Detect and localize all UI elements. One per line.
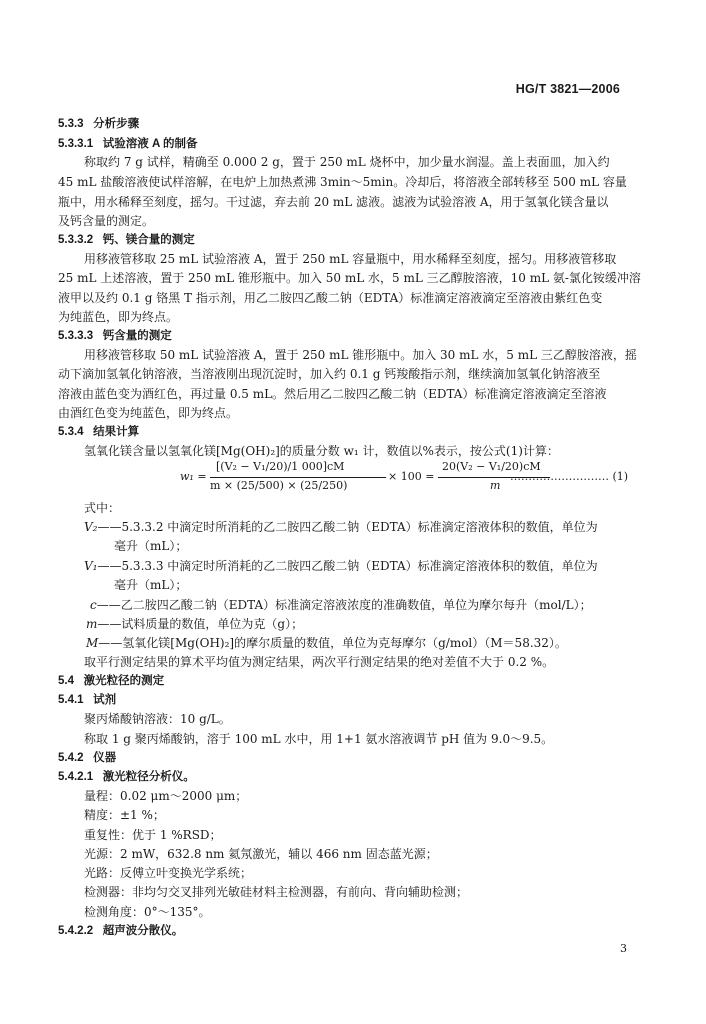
variable-definition-cont: 毫升（mL）； — [114, 578, 188, 592]
formula-middle: × 100 = — [388, 470, 435, 483]
spec-line: 精度：±1 %； — [84, 808, 165, 822]
formula-intro: 氢氧化镁含量以氢氧化镁[Mg(OH)₂]的质量分数 w₁ 计，数值以%表示，按公式(1)计算： — [84, 444, 559, 458]
variable-description: ——乙二胺四乙酸二钠（EDTA）标准滴定溶液浓度的准确数值，单位为摩尔每升（mol/L）； — [96, 598, 592, 612]
variable-definition — [84, 519, 598, 535]
section-heading — [58, 673, 164, 689]
variable-definition — [90, 597, 592, 613]
paragraph-line: 45 mL 盐酸溶液使试样溶解，在电炉上加热煮沸 3min～5min。冷却后，将溶液全部转移至 500 mL 容量 — [58, 175, 627, 189]
section-number: 5.3.3.3 — [58, 330, 94, 342]
paragraph-line: 为纯蓝色，即为终点。 — [58, 310, 179, 324]
paragraph-line: 用移液管移取 25 mL 试验溶液 A，置于 250 mL 容量瓶中，用水稀释至刻度，摇匀。用移液管移取 — [84, 252, 617, 266]
formula-equation-number: ……………………… (1) — [510, 470, 629, 483]
variable-symbol: m — [86, 617, 98, 631]
variable-symbol: V₂ — [84, 520, 98, 534]
variable-definition — [86, 635, 567, 651]
formula-denominator-1: m × (25/500) × (25/250) — [210, 479, 348, 492]
paragraph-line: 称取 1 g 聚丙烯酸钠，溶于 100 mL 水中，用 1+1 氨水溶液调节 pH 值为 9.0～9.5。 — [84, 732, 554, 746]
variable-description: ——5.3.3.2 中滴定时所消耗的乙二胺四乙酸二钠（EDTA）标准滴定溶液体积的数值，单位为 — [97, 520, 598, 534]
paragraph-line: 由酒红色变为纯蓝色，即为终点。 — [58, 406, 239, 420]
section-title: 试剂 — [93, 694, 117, 706]
section-title: 试验溶液 A 的制备 — [102, 138, 198, 150]
section-title: 激光粒径分析仪。 — [102, 771, 195, 783]
variable-description: ——氢氧化镁[Mg(OH)₂]的摩尔质量的数值，单位为克每摩尔（g/mol）（M＝58.32）。 — [98, 636, 567, 650]
paragraph-line: 溶液由蓝色变为酒红色，再过量 0.5 mL。然后用乙二胺四乙酸二钠（EDTA）标准滴定溶液滴定至溶液 — [58, 387, 607, 401]
paragraph-line: 液甲以及约 0.1 g 铬黑 T 指示剂，用乙二胺四乙酸二钠（EDTA）标准滴定溶液滴定至溶液由紫红色变 — [58, 291, 603, 305]
section-title: 钙含量的测定 — [102, 330, 172, 342]
paragraph-line: 及钙含量的测定。 — [58, 214, 155, 228]
section-heading — [58, 328, 172, 344]
formula-denominator-2: m — [490, 479, 501, 492]
spec-line: 重复性：优于 1 %RSD； — [84, 828, 222, 842]
section-number: 5.3.3 — [58, 118, 84, 130]
section-number: 5.4.2.1 — [58, 771, 94, 783]
standard-code-header: HG/T 3821—2006 — [515, 82, 620, 96]
formula-numerator-2: 20(V₂ − V₁/20)cM — [442, 460, 541, 473]
section-heading — [58, 116, 139, 132]
variable-description: ——5.3.3.3 中滴定时所消耗的乙二胺四乙酸二钠（EDTA）标准滴定溶液体积的数值，单位为 — [97, 559, 598, 573]
section-number: 5.4.2.2 — [58, 925, 94, 937]
spec-line: 光源：2 mW，632.8 nm 氦氖激光，辅以 466 nm 固态蓝光源； — [84, 847, 438, 861]
formula-numerator-1: [(V₂ − V₁/20)/1 000]cM — [216, 460, 345, 473]
section-number: 5.4.1 — [58, 694, 84, 706]
spec-line: 光路：反傅立叶变换光学系统； — [84, 866, 253, 880]
section-title: 超声波分散仪。 — [102, 925, 184, 937]
paragraph-line: 称取约 7 g 试样，精确至 0.000 2 g，置于 250 mL 烧杯中，加少量水润湿。盖上表面皿，加入约 — [84, 155, 610, 169]
section-heading — [58, 424, 139, 440]
page-number: 3 — [620, 942, 627, 955]
fraction-bar — [210, 477, 386, 478]
where-label: 式中： — [84, 501, 121, 515]
section-heading — [58, 769, 195, 785]
section-heading — [58, 692, 116, 708]
spec-line: 检测器：非均匀交叉排列光敏硅材料主检测器，有前向、背向辅助检测； — [84, 885, 469, 899]
section-title: 钙、镁合量的测定 — [102, 234, 195, 246]
formula-lhs: w₁ = — [180, 470, 207, 483]
section-heading — [58, 136, 198, 152]
section-heading — [58, 750, 116, 766]
section-title: 结果计算 — [93, 426, 140, 438]
variable-description: ——试料质量的数值，单位为克（g）； — [97, 617, 304, 631]
section-number: 5.3.3.1 — [58, 138, 94, 150]
conclusion-text: 取平行测定结果的算术平均值为测定结果，两次平行测定结果的绝对差值不大于 0.2 %。 — [84, 655, 555, 669]
section-number: 5.3.3.2 — [58, 234, 94, 246]
variable-definition-cont: 毫升（mL）； — [114, 539, 188, 553]
variable-definition — [84, 558, 598, 574]
section-title: 激光粒径的测定 — [83, 675, 165, 687]
paragraph-line: 动下滴加氢氧化钠溶液，当溶液刚出现沉淀时，加入约 0.1 g 钙羧酸指示剂，继续滴加氢氧化钠溶液至 — [58, 367, 601, 381]
variable-symbol: V₁ — [84, 559, 98, 573]
section-title: 仪器 — [93, 752, 117, 764]
variable-symbol: c — [90, 598, 97, 612]
section-number: 5.4.2 — [58, 752, 84, 764]
spec-line: 量程：0.02 μm～2000 μm； — [84, 789, 248, 803]
paragraph-line: 用移液管移取 50 mL 试验溶液 A，置于 250 mL 锥形瓶中。加入 30 mL 水，5 mL 三乙醇胺溶液，摇 — [84, 348, 637, 362]
variable-definition — [86, 616, 303, 632]
paragraph-line: 瓶中，用水稀释至刻度，摇匀。干过滤，弃去前 20 mL 滤液。滤液为试验溶液 A，用于氢氧化镁含量以 — [58, 195, 609, 209]
section-number: 5.4 — [58, 675, 74, 687]
paragraph-line: 聚丙烯酸钠溶液：10 g/L。 — [84, 712, 231, 726]
section-heading — [58, 232, 195, 248]
variable-symbol: M — [86, 636, 99, 650]
section-number: 5.3.4 — [58, 426, 84, 438]
formula-1 — [180, 460, 640, 494]
spec-line: 检测角度：0°～135°。 — [84, 905, 211, 919]
paragraph-line: 25 mL 上述溶液，置于 250 mL 锥形瓶中。加入 50 mL 水，5 mL 三乙醇胺溶液，10 mL 氨-氯化铵缓冲溶 — [58, 271, 641, 285]
section-title: 分析步骤 — [93, 118, 140, 130]
section-heading — [58, 923, 183, 939]
